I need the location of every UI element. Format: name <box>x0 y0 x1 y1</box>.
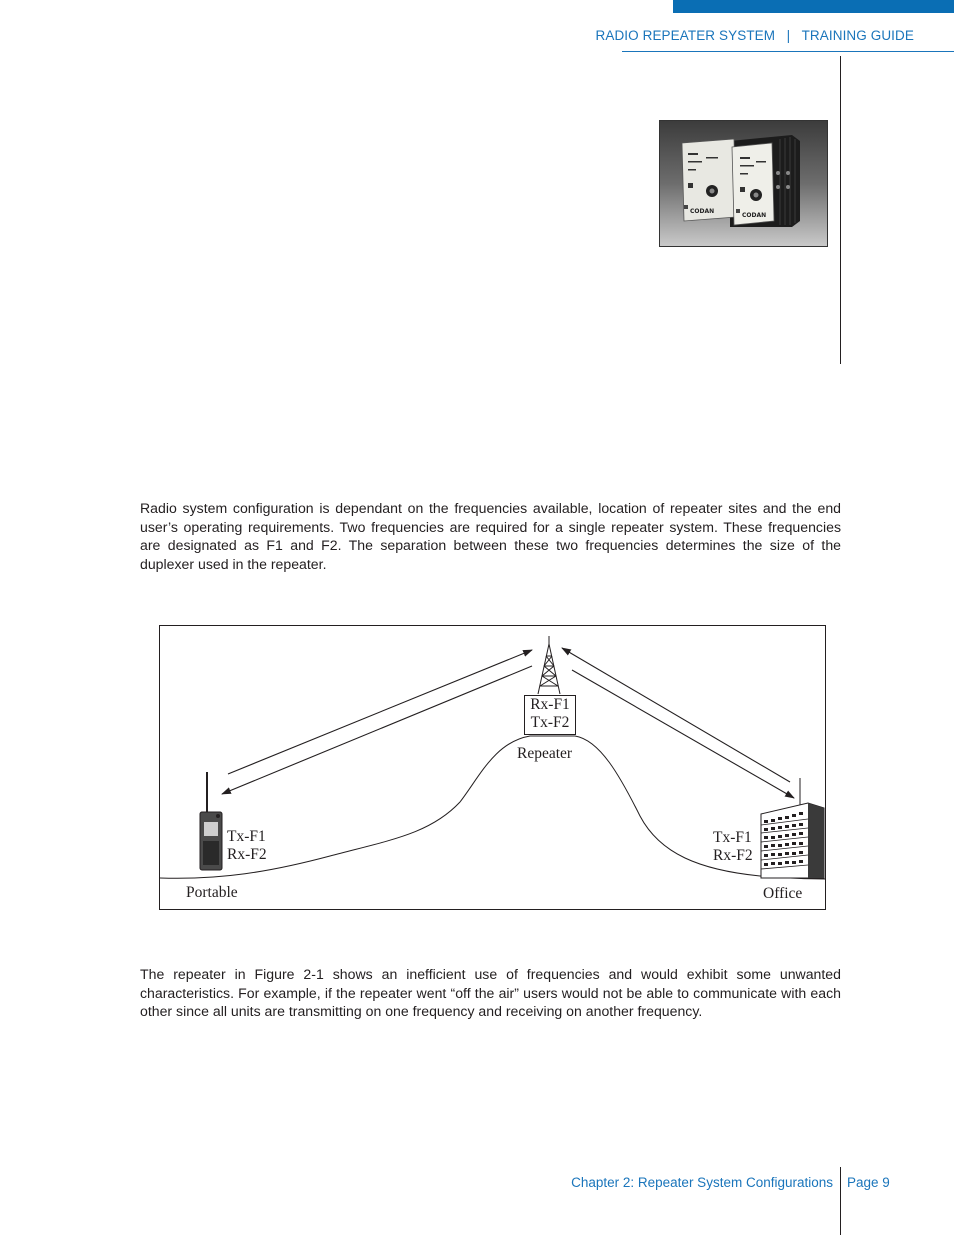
portable-tx-label: Tx-F1 <box>227 828 266 845</box>
header-accent-bar <box>673 0 954 13</box>
footer-rule <box>840 1167 841 1235</box>
office-tx-label: Tx-F1 <box>713 829 752 846</box>
repeater-rx-label: Rx-F1 <box>530 696 570 713</box>
footer-page-number: Page 9 <box>847 1175 890 1190</box>
body-paragraph-2: The repeater in Figure 2-1 shows an inefficient use of frequencies and would exhibit some unwanted characteristics. For example, if the repeater went “off the air” users would not be able to communicate with each other since all units are transmitting on one frequency and receiving on another frequency. <box>140 966 841 1019</box>
repeater-tx-label: Tx-F2 <box>530 714 570 731</box>
link-arrow-portable-up <box>228 650 532 774</box>
portable-radio-icon <box>200 772 222 870</box>
footer-chapter-title: Chapter 2: Repeater System Configurations <box>571 1175 833 1190</box>
brand-text-left: CODAN <box>690 208 715 215</box>
office-rx-label: Rx-F2 <box>713 847 753 864</box>
figure-repeater-diagram <box>159 625 826 910</box>
repeater-frequency-box <box>524 695 576 735</box>
header-title: RADIO REPEATER SYSTEM | TRAINING GUIDE <box>595 28 914 43</box>
office-label: Office <box>763 885 803 902</box>
link-arrow-portable-down <box>222 666 532 794</box>
portable-label: Portable <box>186 884 238 901</box>
repeater-unit-photo <box>659 120 828 247</box>
body-paragraph-1: Radio system configuration is dependant on the frequencies available, location of repeater sites and the end user’s operating requirements. Two frequencies are required for a single repeater system. These frequencies are designated as F1 and F2. The separation between these two frequencies determines the size of the duplexer used in the repeater. <box>140 500 841 572</box>
brand-text-right: CODAN <box>742 212 767 219</box>
header-rule <box>622 51 954 52</box>
tower-icon <box>538 636 560 694</box>
side-rule <box>840 56 841 364</box>
office-building-icon <box>761 778 824 878</box>
repeater-label: Repeater <box>517 745 573 762</box>
link-arrow-office-up <box>562 648 790 782</box>
link-arrow-office-down <box>572 670 794 798</box>
portable-rx-label: Rx-F2 <box>227 846 267 863</box>
